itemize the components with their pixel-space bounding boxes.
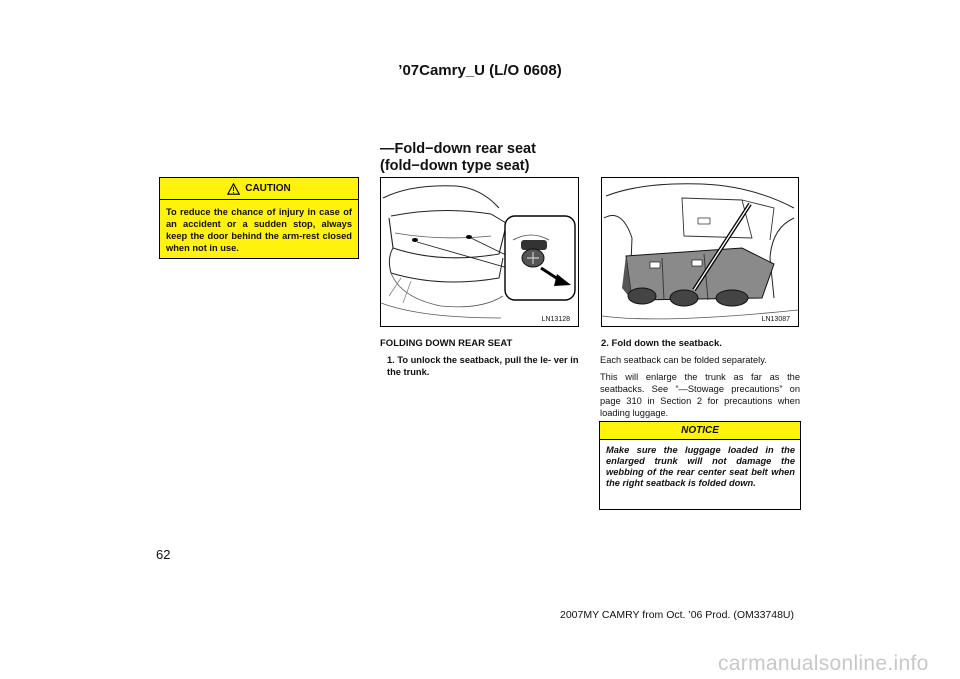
step-1: 1. To unlock the seatback, pull the le- ver in the trunk. [387, 355, 579, 377]
figure-trunk-lever [380, 177, 579, 327]
folded-seat-illustration [602, 178, 798, 326]
section-title [380, 141, 536, 175]
procedure-heading: FOLDING DOWN REAR SEAT [380, 338, 513, 349]
page-header: ’07Camry_U (L/O 0608) [398, 62, 562, 79]
body-paragraph-2: This will enlarge the trunk as far as the seatbacks. See “—Stowage precautions” on page 310 in Section 2 for precautions when loading luggage. [600, 372, 800, 418]
section-title-line2: (fold−down type seat) [380, 158, 530, 174]
figure-folded-seat [601, 177, 799, 327]
section-title-line1: —Fold−down rear seat [380, 141, 536, 157]
notice-title: NOTICE [600, 422, 800, 440]
figure1-label: LN13128 [541, 316, 570, 323]
caution-title: CAUTION [245, 183, 291, 194]
notice-box [599, 421, 801, 510]
caution-text: To reduce the chance of injury in case of an accident or a sudden stop, always keep the door behind the arm-rest closed when not in use. [166, 207, 352, 253]
warning-triangle-icon [227, 183, 240, 195]
body-paragraph-1: Each seatback can be folded separately. [600, 355, 767, 365]
trunk-lever-illustration [381, 178, 578, 326]
caution-box [159, 177, 359, 259]
page-footer: 2007MY CAMRY from Oct. ’06 Prod. (OM33748U) [560, 609, 795, 621]
watermark: carmanualsonline.info [718, 652, 929, 675]
step-2: 2. Fold down the seatback. [601, 338, 722, 349]
figure2-label: LN13087 [761, 316, 790, 323]
page-number: 62 [156, 547, 171, 562]
caution-header [160, 178, 358, 200]
notice-text: Make sure the luggage loaded in the enlarged trunk will not damage the webbing of the rear center seat belt when the right seatback is folded down. [606, 445, 795, 488]
